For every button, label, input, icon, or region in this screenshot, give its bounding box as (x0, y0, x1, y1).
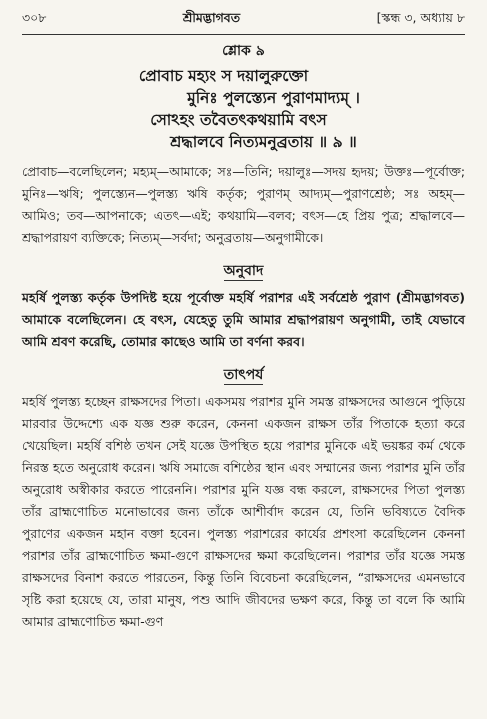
purport-heading (22, 363, 465, 387)
verse-block (22, 39, 465, 153)
chapter-reference: [স্কন্ধ ৩, অধ্যায় ৮ (376, 10, 465, 25)
translation-text: মহর্ষি পুলস্ত্য কর্তৃক উপদিষ্ট হয়ে পূর্বোক্ত মহর্ষি পরাশর এই সর্বশ্রেষ্ঠ পুরাণ (শ্রীমদ্ভাগবত) আমাকে বলেছিলেন। হে বৎস, যেহেতু তুমি আমার শ্রদ্ধাপরায়ণ অনুগামী, তাই যেভাবে আমি শ্রবণ করেছি, তোমার কাছেও আমি তা বর্ণনা করব। (22, 290, 465, 349)
book-title: শ্রীমদ্ভাগবত (182, 10, 241, 25)
page-number: ৩০৮ (22, 10, 47, 25)
verse-line-2: মুনিঃ পুলস্ত্যেন পুরাণমাদ্যম্ । (187, 89, 360, 107)
verse-line-1: প্রোবাচ মহ্যং স দয়ালুরুক্তো (138, 67, 309, 85)
verse-line-4: শ্রদ্ধালবে নিত্যমনুব্রতায় ॥ ৯ ॥ (170, 133, 357, 151)
purport-text: মহর্ষি পুলস্ত্য হচ্ছেন রাক্ষসদের পিতা। একসময় পরাশর মুনি সমস্ত রাক্ষসদের আগুনে পুড়িয়ে মারবার উদ্দেশ্যে এক যজ্ঞ শুরু করেন, কেননা একজন রাক্ষস তাঁর পিতাকে হত্যা করে খেয়েছিল। মহর্ষি বশিষ্ঠ তখন সেই যজ্ঞে উপস্থিত হয়ে পরাশর মুনিকে এই ভয়ঙ্কর কর্ম থেকে নিরস্ত হতে অনুরোধ করেন। ঋষি সমাজে বশিষ্ঠের স্থান এবং সম্মানের জন্য পরাশর মুনি তাঁর অনুরোধ অস্বীকার করতে পারেননি। পরাশর মুনি যজ্ঞ বন্ধ করলে, রাক্ষসদের পিতা পুলস্ত্য তাঁর ব্রাহ্মণোচিত মনোভাবের জন্য তাঁকে আশীর্বাদ করেন যে, তিনি ভবিষ্যতে বৈদিক পুরাণের একজন মহান বক্তা হবেন। পুলস্ত্য পরাশরের কার্যের প্রশংসা করেছিলেন কেননা পরাশর তাঁর ব্রাহ্মণোচিত ক্ষমা-গুণে রাক্ষসদের ক্ষমা করেছিলেন। পরাশর তাঁর যজ্ঞে সমস্ত রাক্ষসদের বিনাশ করতে পারতেন, কিন্তু তিনি বিবেচনা করেছিলেন, “রাক্ষসদের এমনভাবে সৃষ্টি করা হয়েছে যে, তারা মানুষ, পশু আদি জীবদের ভক্ষণ করে, কিন্তু তা বলে কি আমি আমার ব্রাহ্মণোচিত ক্ষমা-গুণ (22, 394, 465, 629)
translation-heading (22, 259, 465, 283)
word-synonyms: প্রোবাচ—বলেছিলেন; মহ্যম্—আমাকে; সঃ—তিনি; দয়ালুঃ—সদয় হৃদয়; উক্তঃ—পূর্বোক্ত; মুনিঃ—ঋষি; পুলস্ত্যেন—পুলস্ত্য ঋষি কর্তৃক; পুরাণম্ আদ্যম্—পুরাণশ্রেষ্ঠ; সঃ অহম্—আমিও; তব—আপনাকে; এতৎ—এই; কথয়ামি—বলব; বৎস—হে প্রিয় পুত্র; শ্রদ্ধালবে—শ্রদ্ধাপরায়ণ ব্যক্তিকে; নিত্যম্—সর্বদা; অনুব্রতায়—অনুগামীকে। (22, 164, 465, 245)
translation-heading-text: অনুবাদ (223, 263, 264, 279)
page-header (22, 0, 465, 35)
purport-heading-text: তাৎপর্য (223, 367, 264, 383)
verse-line-3: সোঽহং তবৈতৎকথয়ামি বৎস (150, 111, 327, 129)
verse-label: শ্লোক ৯ (222, 43, 265, 59)
